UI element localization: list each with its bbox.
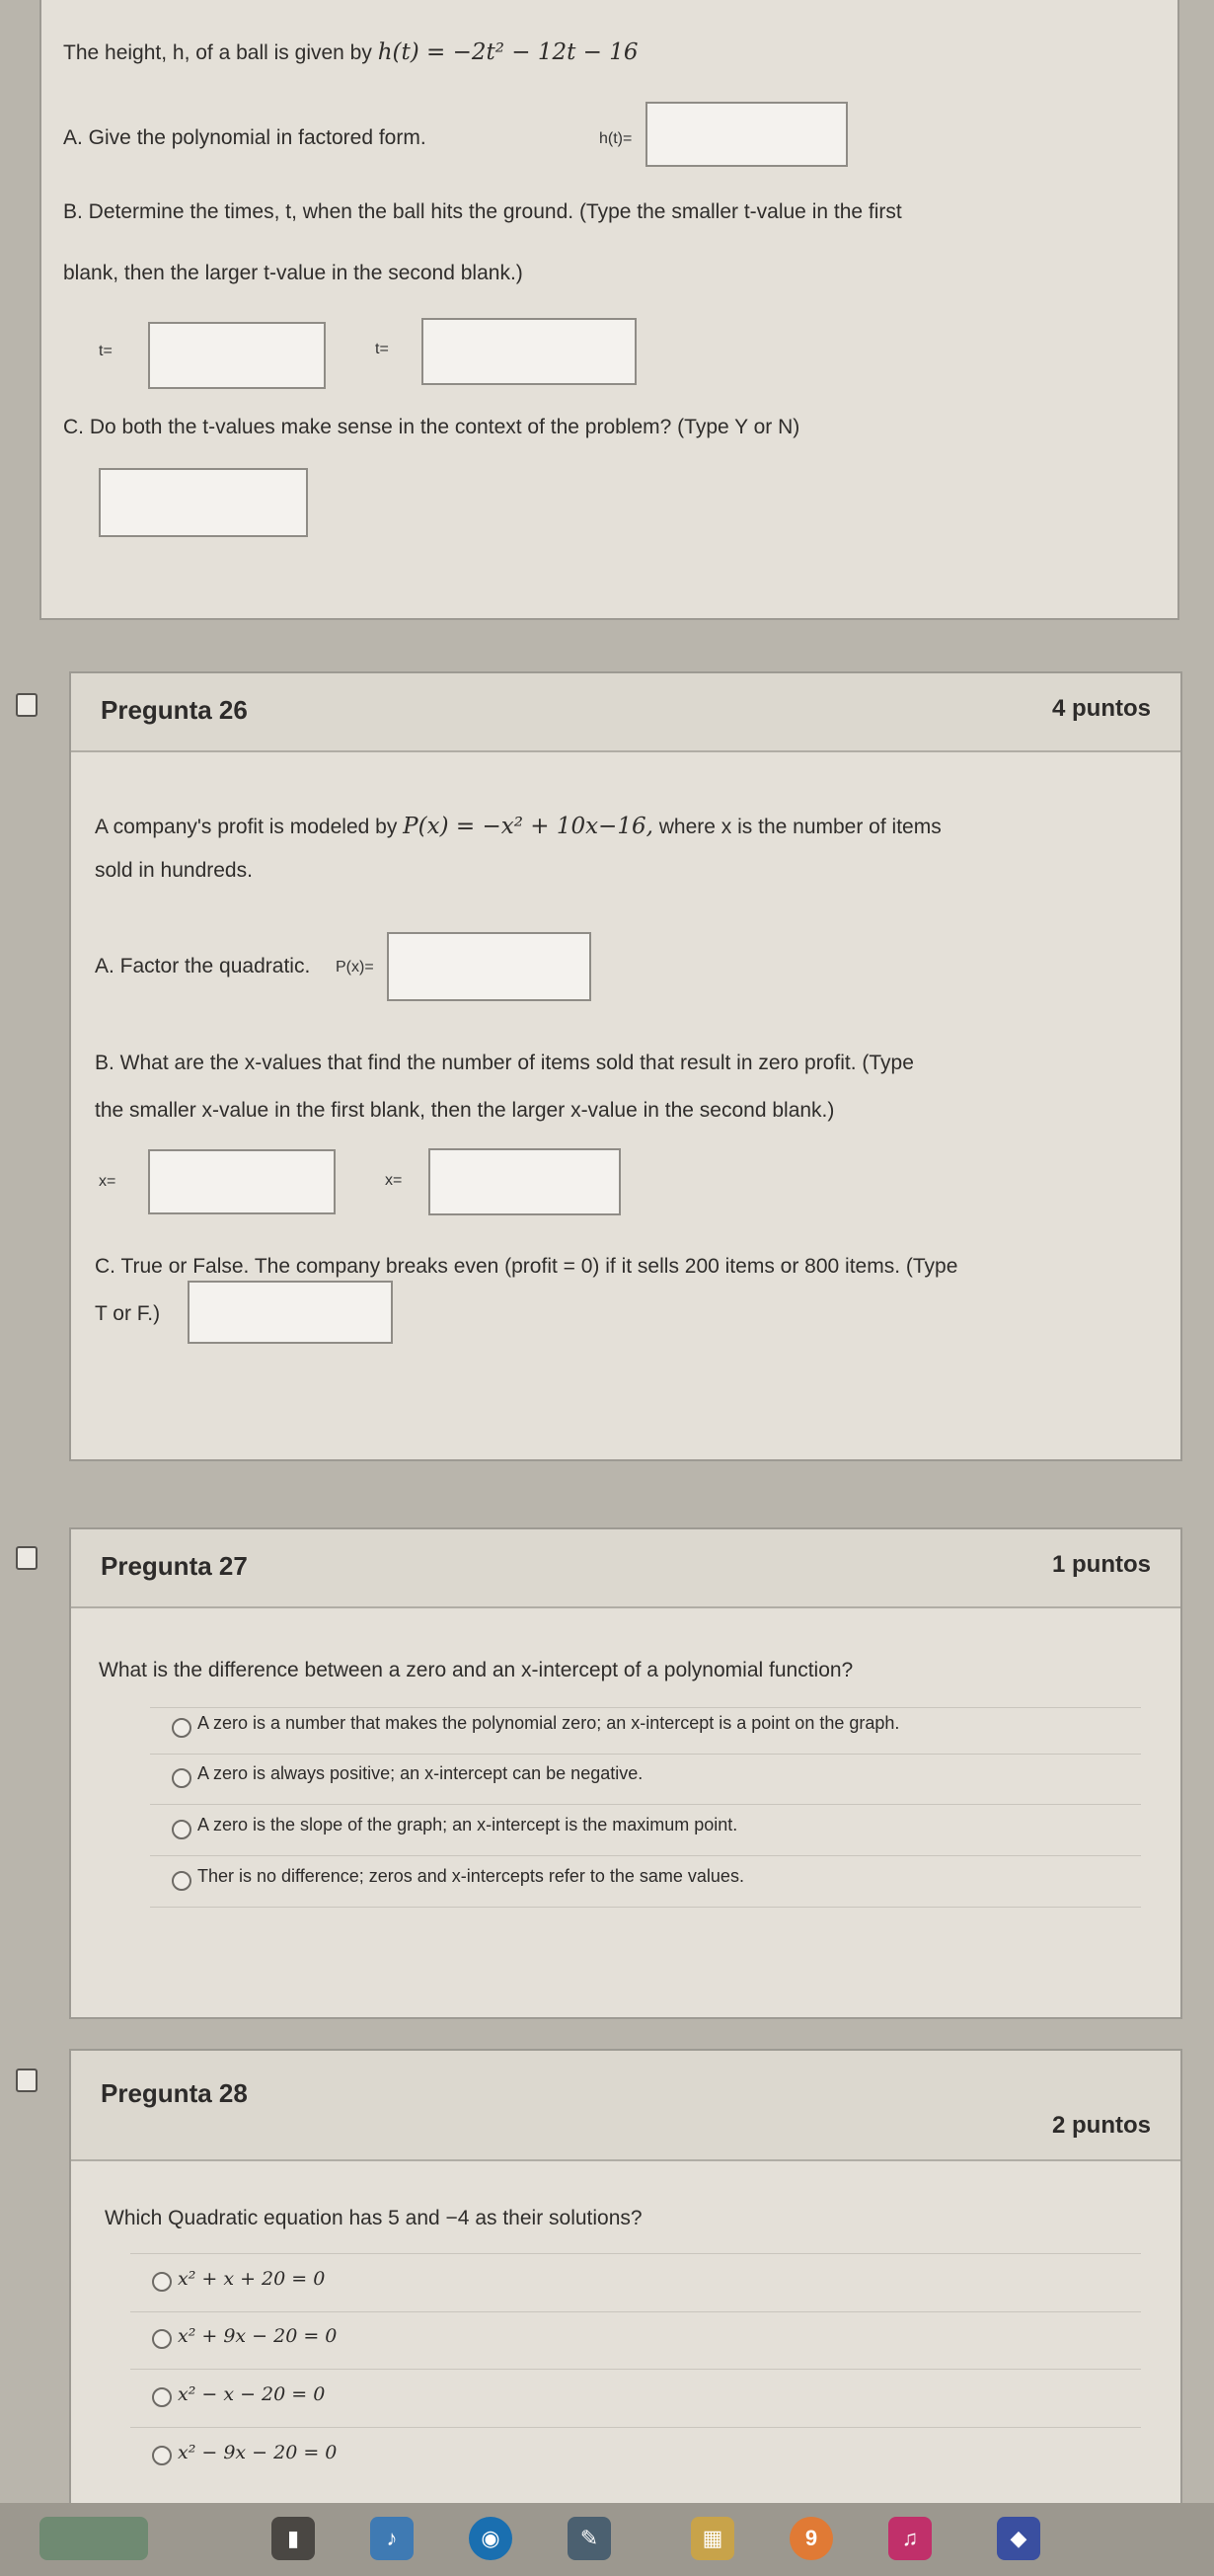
radio-button[interactable] bbox=[172, 1820, 191, 1839]
taskbar bbox=[0, 2503, 1214, 2576]
radio-button[interactable] bbox=[152, 2329, 172, 2349]
q26-intro-2: where x is the number of items bbox=[658, 816, 942, 838]
widgets-icon[interactable] bbox=[39, 2517, 148, 2560]
q28-option-1[interactable]: x² + x + 20 = 0 bbox=[130, 2253, 1141, 2312]
radio-button[interactable] bbox=[152, 2387, 172, 2407]
music-icon[interactable]: ♪ bbox=[370, 2517, 414, 2560]
q28-option-4[interactable]: x² − 9x − 20 = 0 bbox=[130, 2428, 1141, 2485]
question-27-card bbox=[69, 1527, 1182, 2019]
q25-part-b-text-2: blank, then the larger t-value in the second blank.) bbox=[63, 262, 523, 284]
q28-title: Pregunta 28 bbox=[101, 2078, 248, 2108]
q25-yn-input[interactable] bbox=[99, 468, 308, 537]
q27-option-1[interactable]: A zero is a number that makes the polynomial zero; an x-intercept is a point on the graph. bbox=[150, 1707, 1141, 1755]
q25-part-a-text: A. Give the polynomial in factored form. bbox=[63, 126, 426, 149]
q26-tf-input[interactable] bbox=[188, 1281, 393, 1344]
q26-header bbox=[71, 673, 1180, 752]
q28-option-2[interactable]: x² + 9x − 20 = 0 bbox=[130, 2311, 1141, 2370]
q26-a-label: P(x)= bbox=[336, 959, 374, 976]
q27-option-4[interactable]: Ther is no difference; zeros and x-intercepts refer to the same values. bbox=[150, 1861, 1141, 1908]
q26-formula: P(x) = −x² + 10x−16, bbox=[403, 814, 653, 839]
q26-x-larger-input[interactable] bbox=[428, 1148, 621, 1215]
q27-header bbox=[71, 1529, 1180, 1608]
radio-button[interactable] bbox=[152, 2272, 172, 2292]
q27-title: Pregunta 27 bbox=[101, 1551, 248, 1581]
app-icon[interactable]: ◆ bbox=[997, 2517, 1040, 2560]
q26-title: Pregunta 26 bbox=[101, 695, 248, 725]
files-icon[interactable]: ▮ bbox=[271, 2517, 315, 2560]
chrome-icon[interactable]: ◉ bbox=[469, 2517, 512, 2560]
flag-icon[interactable] bbox=[16, 693, 38, 717]
q25-b-label-2: t= bbox=[375, 341, 389, 357]
question-25-card bbox=[39, 0, 1179, 620]
q28-question: Which Quadratic equation has 5 and −4 as their solutions? bbox=[105, 2207, 643, 2229]
q27-option-2[interactable]: A zero is always positive; an x-intercept can be negative. bbox=[150, 1758, 1141, 1805]
question-28-card bbox=[69, 2049, 1182, 2513]
q25-t-larger-input[interactable] bbox=[421, 318, 637, 385]
radio-button[interactable] bbox=[172, 1768, 191, 1788]
q26-factor-input[interactable] bbox=[387, 932, 591, 1001]
q28-header bbox=[71, 2051, 1180, 2161]
q26-intro-1: A company's profit is modeled by bbox=[95, 816, 398, 838]
question-26-card bbox=[69, 671, 1182, 1461]
nine-icon[interactable]: 9 bbox=[790, 2517, 833, 2560]
tiktok-icon[interactable]: ♫ bbox=[888, 2517, 932, 2560]
q25-a-label: h(t)= bbox=[599, 130, 633, 147]
q27-points: 1 puntos bbox=[1052, 1551, 1151, 1578]
q25-factored-input[interactable] bbox=[645, 102, 848, 167]
radio-button[interactable] bbox=[172, 1871, 191, 1891]
flag-icon[interactable] bbox=[16, 1546, 38, 1570]
q28-option-3[interactable]: x² − x − 20 = 0 bbox=[130, 2370, 1141, 2428]
q28-points: 2 puntos bbox=[1052, 2112, 1151, 2139]
q25-part-c-text: C. Do both the t-values make sense in the context of the problem? (Type Y or N) bbox=[63, 416, 800, 438]
q26-intro-3: sold in hundreds. bbox=[95, 859, 253, 882]
q25-b-label-1: t= bbox=[99, 343, 113, 359]
paint-icon[interactable]: ✎ bbox=[568, 2517, 611, 2560]
q26-part-a-text: A. Factor the quadratic. bbox=[95, 955, 311, 977]
q25-t-smaller-input[interactable] bbox=[148, 322, 326, 389]
q26-x-smaller-input[interactable] bbox=[148, 1149, 336, 1214]
q26-part-c-text-1: C. True or False. The company breaks even (profit = 0) if it sells 200 items or 800 items. (Type bbox=[95, 1255, 958, 1278]
q25-intro: The height, h, of a ball is given by bbox=[63, 41, 372, 64]
q27-option-3[interactable]: A zero is the slope of the graph; an x-intercept is the maximum point. bbox=[150, 1810, 1141, 1856]
q26-b-label-1: x= bbox=[99, 1173, 116, 1190]
q26-points: 4 puntos bbox=[1052, 695, 1151, 722]
q26-b-label-2: x= bbox=[385, 1172, 403, 1189]
radio-button[interactable] bbox=[152, 2446, 172, 2465]
q26-part-c-text-2: T or F.) bbox=[95, 1302, 161, 1325]
gallery-icon[interactable]: ▦ bbox=[691, 2517, 734, 2560]
q26-part-b-text-1: B. What are the x-values that find the number of items sold that result in zero profit. (Type bbox=[95, 1052, 914, 1074]
q27-question: What is the difference between a zero and an x-intercept of a polynomial function? bbox=[99, 1659, 854, 1681]
q25-part-b-text-1: B. Determine the times, t, when the ball hits the ground. (Type the smaller t-value in the first bbox=[63, 200, 902, 223]
flag-icon[interactable] bbox=[16, 2069, 38, 2092]
q26-part-b-text-2: the smaller x-value in the first blank, then the larger x-value in the second blank.) bbox=[95, 1099, 835, 1122]
radio-button[interactable] bbox=[172, 1718, 191, 1738]
q25-formula: h(t) = −2t² − 12t − 16 bbox=[377, 39, 639, 65]
